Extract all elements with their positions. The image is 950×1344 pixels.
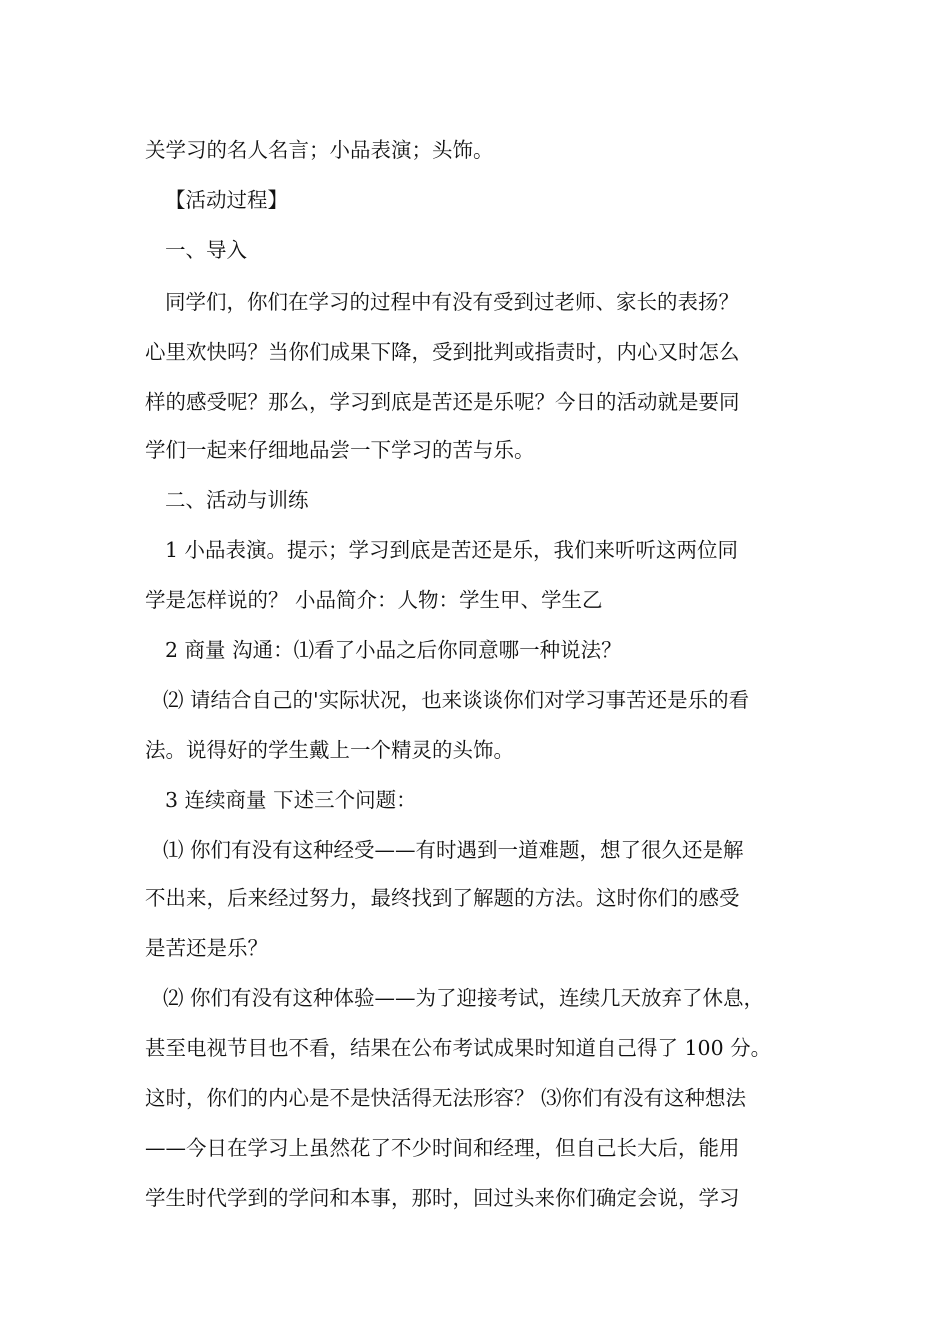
paragraph-line-6: 样的感受呢？那么，学习到底是苦还是乐呢？今日的活动就是要同 (145, 390, 740, 414)
paragraph-line-11: 2 商量 沟通：⑴看了小品之后你同意哪一种说法？ (165, 638, 622, 662)
paragraph-line-21: ——今日在学习上虽然花了不少时间和经理，但自己长大后，能用 (145, 1136, 740, 1160)
section-heading-activity-process: 【活动过程】 (165, 188, 288, 212)
paragraph-line-16: 不出来，后来经过努力，最终找到了解题的方法。这时你们的感受 (145, 886, 740, 910)
paragraph-line-9: 1 小品表演。提示；学习到底是苦还是乐，我们来听听这两位同 (165, 538, 739, 562)
paragraph-line-10: 学是怎样说的？ 小品简介：人物：学生甲、学生乙 (145, 588, 603, 612)
paragraph-line-15: ⑴ 你们有没有这种经受——有时遇到一道难题，想了很久还是解 (163, 838, 744, 862)
paragraph-line-13: 法。说得好的学生戴上一个精灵的头饰。 (145, 738, 514, 762)
paragraph-line-14: 3 连续商量 下述三个问题： (165, 788, 417, 812)
paragraph-line-7: 学们一起来仔细地品尝一下学习的苦与乐。 (145, 438, 535, 462)
heading-introduction: 一、导入 (165, 238, 247, 262)
paragraph-line-5: 心里欢快吗？当你们成果下降，受到批判或指责时，内心又时怎么 (145, 340, 740, 364)
paragraph-line-12: ⑵ 请结合自己的'实际状况，也来谈谈你们对学习事苦还是乐的看 (163, 688, 750, 712)
paragraph-line-19: 甚至电视节目也不看，结果在公布考试成果时知道自己得了 100 分。 (145, 1036, 772, 1060)
paragraph-line-4: 同学们，你们在学习的过程中有没有受到过老师、家长的表扬？ (165, 290, 739, 314)
heading-activity-training: 二、活动与训练 (165, 488, 309, 512)
paragraph-line-18: ⑵ 你们有没有这种体验——为了迎接考试，连续几天放弃了休息， (163, 986, 765, 1010)
paragraph-line-22: 学生时代学到的学问和本事，那时，回过头来你们确定会说，学习 (145, 1186, 740, 1210)
paragraph-line-1: 关学习的名人名言；小品表演；头饰。 (145, 138, 494, 162)
paragraph-line-17: 是苦还是乐？ (145, 936, 268, 960)
paragraph-line-20: 这时，你们的内心是不是快活得无法形容？ ⑶你们有没有这种想法 (145, 1086, 747, 1110)
